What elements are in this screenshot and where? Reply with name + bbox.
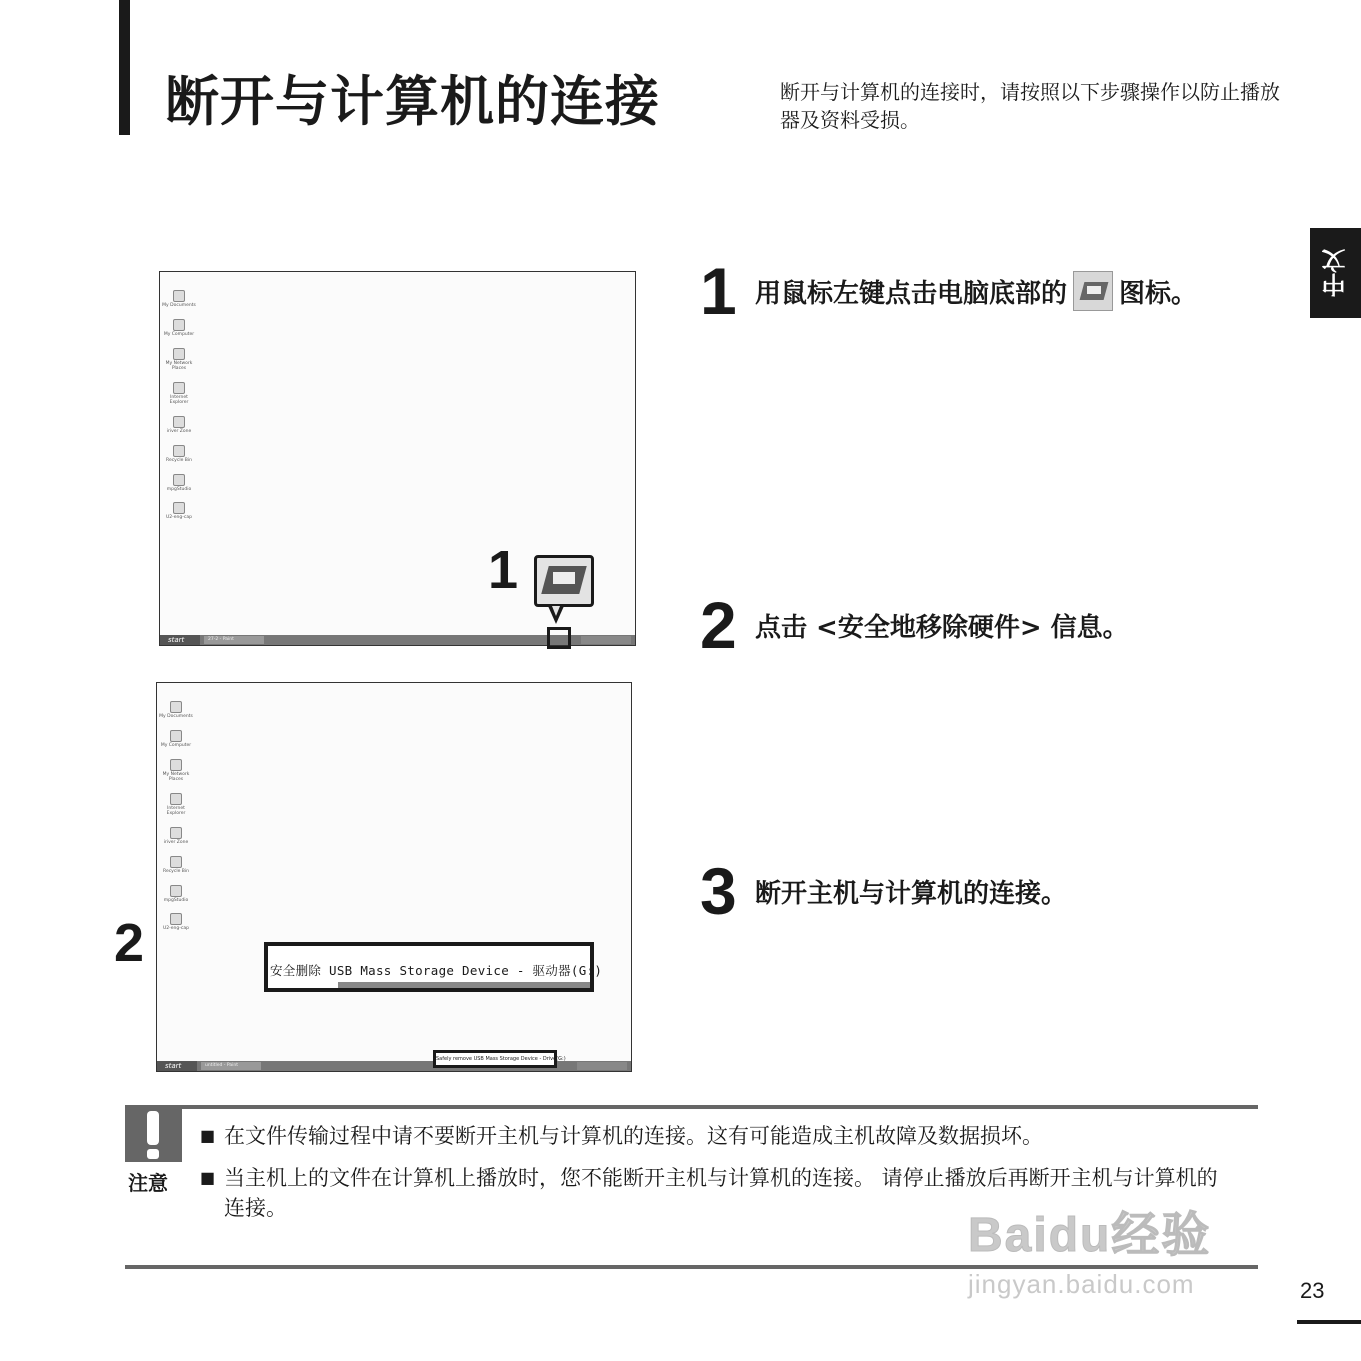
step-text-before: 用鼠标左键点击电脑底部的 <box>755 278 1068 309</box>
note-top-rule <box>182 1105 1258 1109</box>
exclamation-icon <box>125 1105 182 1162</box>
desktop-icon: Internet Explorer <box>162 382 196 406</box>
desktop-icon: mpgStudio <box>162 474 196 493</box>
note-label: 注意 <box>128 1171 168 1195</box>
start-button: start <box>157 1061 197 1071</box>
step-text <box>755 271 1197 311</box>
computer-icon <box>170 730 182 742</box>
app-icon <box>170 827 182 839</box>
system-tray <box>577 1062 627 1070</box>
safely-remove-tooltip-zoomed <box>264 942 603 992</box>
app-icon <box>173 416 185 428</box>
taskbar <box>157 1061 631 1071</box>
desktop-icons <box>162 290 196 531</box>
network-icon <box>170 759 182 771</box>
taskbar-strip <box>338 982 590 988</box>
note-item: ■ 当主机上的文件在计算机上播放时，您不能断开主机与计算机的连接。 请停止播放后再断开主机与计算机的连接。 <box>200 1163 1234 1223</box>
page-title: 断开与计算机的连接 <box>165 70 660 133</box>
tooltip-text: 安全删除 USB Mass Storage Device - 驱动器(G:) <box>270 963 603 978</box>
step-text: 断开主机与计算机的连接。 <box>755 878 1068 909</box>
recycle-bin-icon <box>173 445 185 457</box>
baidu-watermark: Baidu经验 jingyan.baidu.com <box>968 1209 1212 1299</box>
desktop-icon: mpgStudio <box>159 885 193 904</box>
tooltip-text: Safely remove USB Mass Storage Device - Drive(G:) <box>436 1056 566 1062</box>
desktop-icon: iriver Zone <box>162 416 196 435</box>
callout-number-2: 2 <box>114 913 145 973</box>
page-number: 23 <box>1300 1278 1325 1303</box>
desktop-icon: U2-eng-cap <box>159 913 193 932</box>
desktop-icon: My Documents <box>162 290 196 309</box>
safely-remove-hardware-icon-callout <box>534 555 594 607</box>
safely-remove-hardware-icon <box>1073 271 1113 311</box>
step-number: 1 <box>700 254 737 328</box>
taskbar-item: untitled - Paint <box>201 1062 261 1070</box>
taskbar-item: 27-2 - Paint <box>204 636 264 644</box>
title-accent-bar <box>119 0 130 135</box>
square-bullet-icon: ■ <box>200 1126 216 1145</box>
callout-number-1: 1 <box>488 540 519 600</box>
square-bullet-icon: ■ <box>200 1168 216 1187</box>
recycle-bin-icon <box>170 856 182 868</box>
step-1 <box>700 254 1198 328</box>
folder-icon <box>173 290 185 302</box>
step-text-after: 图标。 <box>1119 278 1198 309</box>
step-number: 3 <box>700 854 737 928</box>
system-tray <box>581 636 631 644</box>
step-text: 点击 <安全地移除硬件> 信息。 <box>755 612 1129 643</box>
computer-icon <box>173 319 185 331</box>
language-tab-label: 中文 <box>1322 249 1350 297</box>
page-number-rule <box>1297 1320 1361 1324</box>
note-item: ■ 在文件传输过程中请不要断开主机与计算机的连接。这有可能造成主机故障及数据损坏。 <box>200 1121 1234 1151</box>
step-2 <box>700 588 1129 662</box>
intro-text: 断开与计算机的连接时，请按照以下步骤操作以防止播放器及资料受损。 <box>780 80 1280 132</box>
desktop-icon: My Documents <box>159 701 193 720</box>
tray-icon-highlight <box>547 627 571 649</box>
desktop-icon: Recycle Bin <box>159 856 193 875</box>
browser-icon <box>170 793 182 805</box>
start-button: start <box>160 635 200 645</box>
step-3 <box>700 854 1068 928</box>
language-tab <box>1310 228 1361 318</box>
folder-icon <box>170 701 182 713</box>
desktop-icon: My Network Places <box>162 348 196 372</box>
folder-icon <box>170 913 182 925</box>
desktop-screenshot-2 <box>156 682 632 1072</box>
safely-remove-tooltip <box>433 1050 566 1068</box>
desktop-icon: U2-eng-cap <box>162 502 196 521</box>
desktop-icons <box>159 701 193 942</box>
desktop-icon: My Computer <box>159 730 193 749</box>
desktop-icon: Recycle Bin <box>162 445 196 464</box>
desktop-icon: iriver Zone <box>159 827 193 846</box>
folder-icon <box>173 502 185 514</box>
desktop-icon: My Network Places <box>159 759 193 783</box>
step-number: 2 <box>700 588 737 662</box>
app-icon <box>173 474 185 486</box>
desktop-icon: My Computer <box>162 319 196 338</box>
browser-icon <box>173 382 185 394</box>
network-icon <box>173 348 185 360</box>
app-icon <box>170 885 182 897</box>
desktop-icon: Internet Explorer <box>159 793 193 817</box>
